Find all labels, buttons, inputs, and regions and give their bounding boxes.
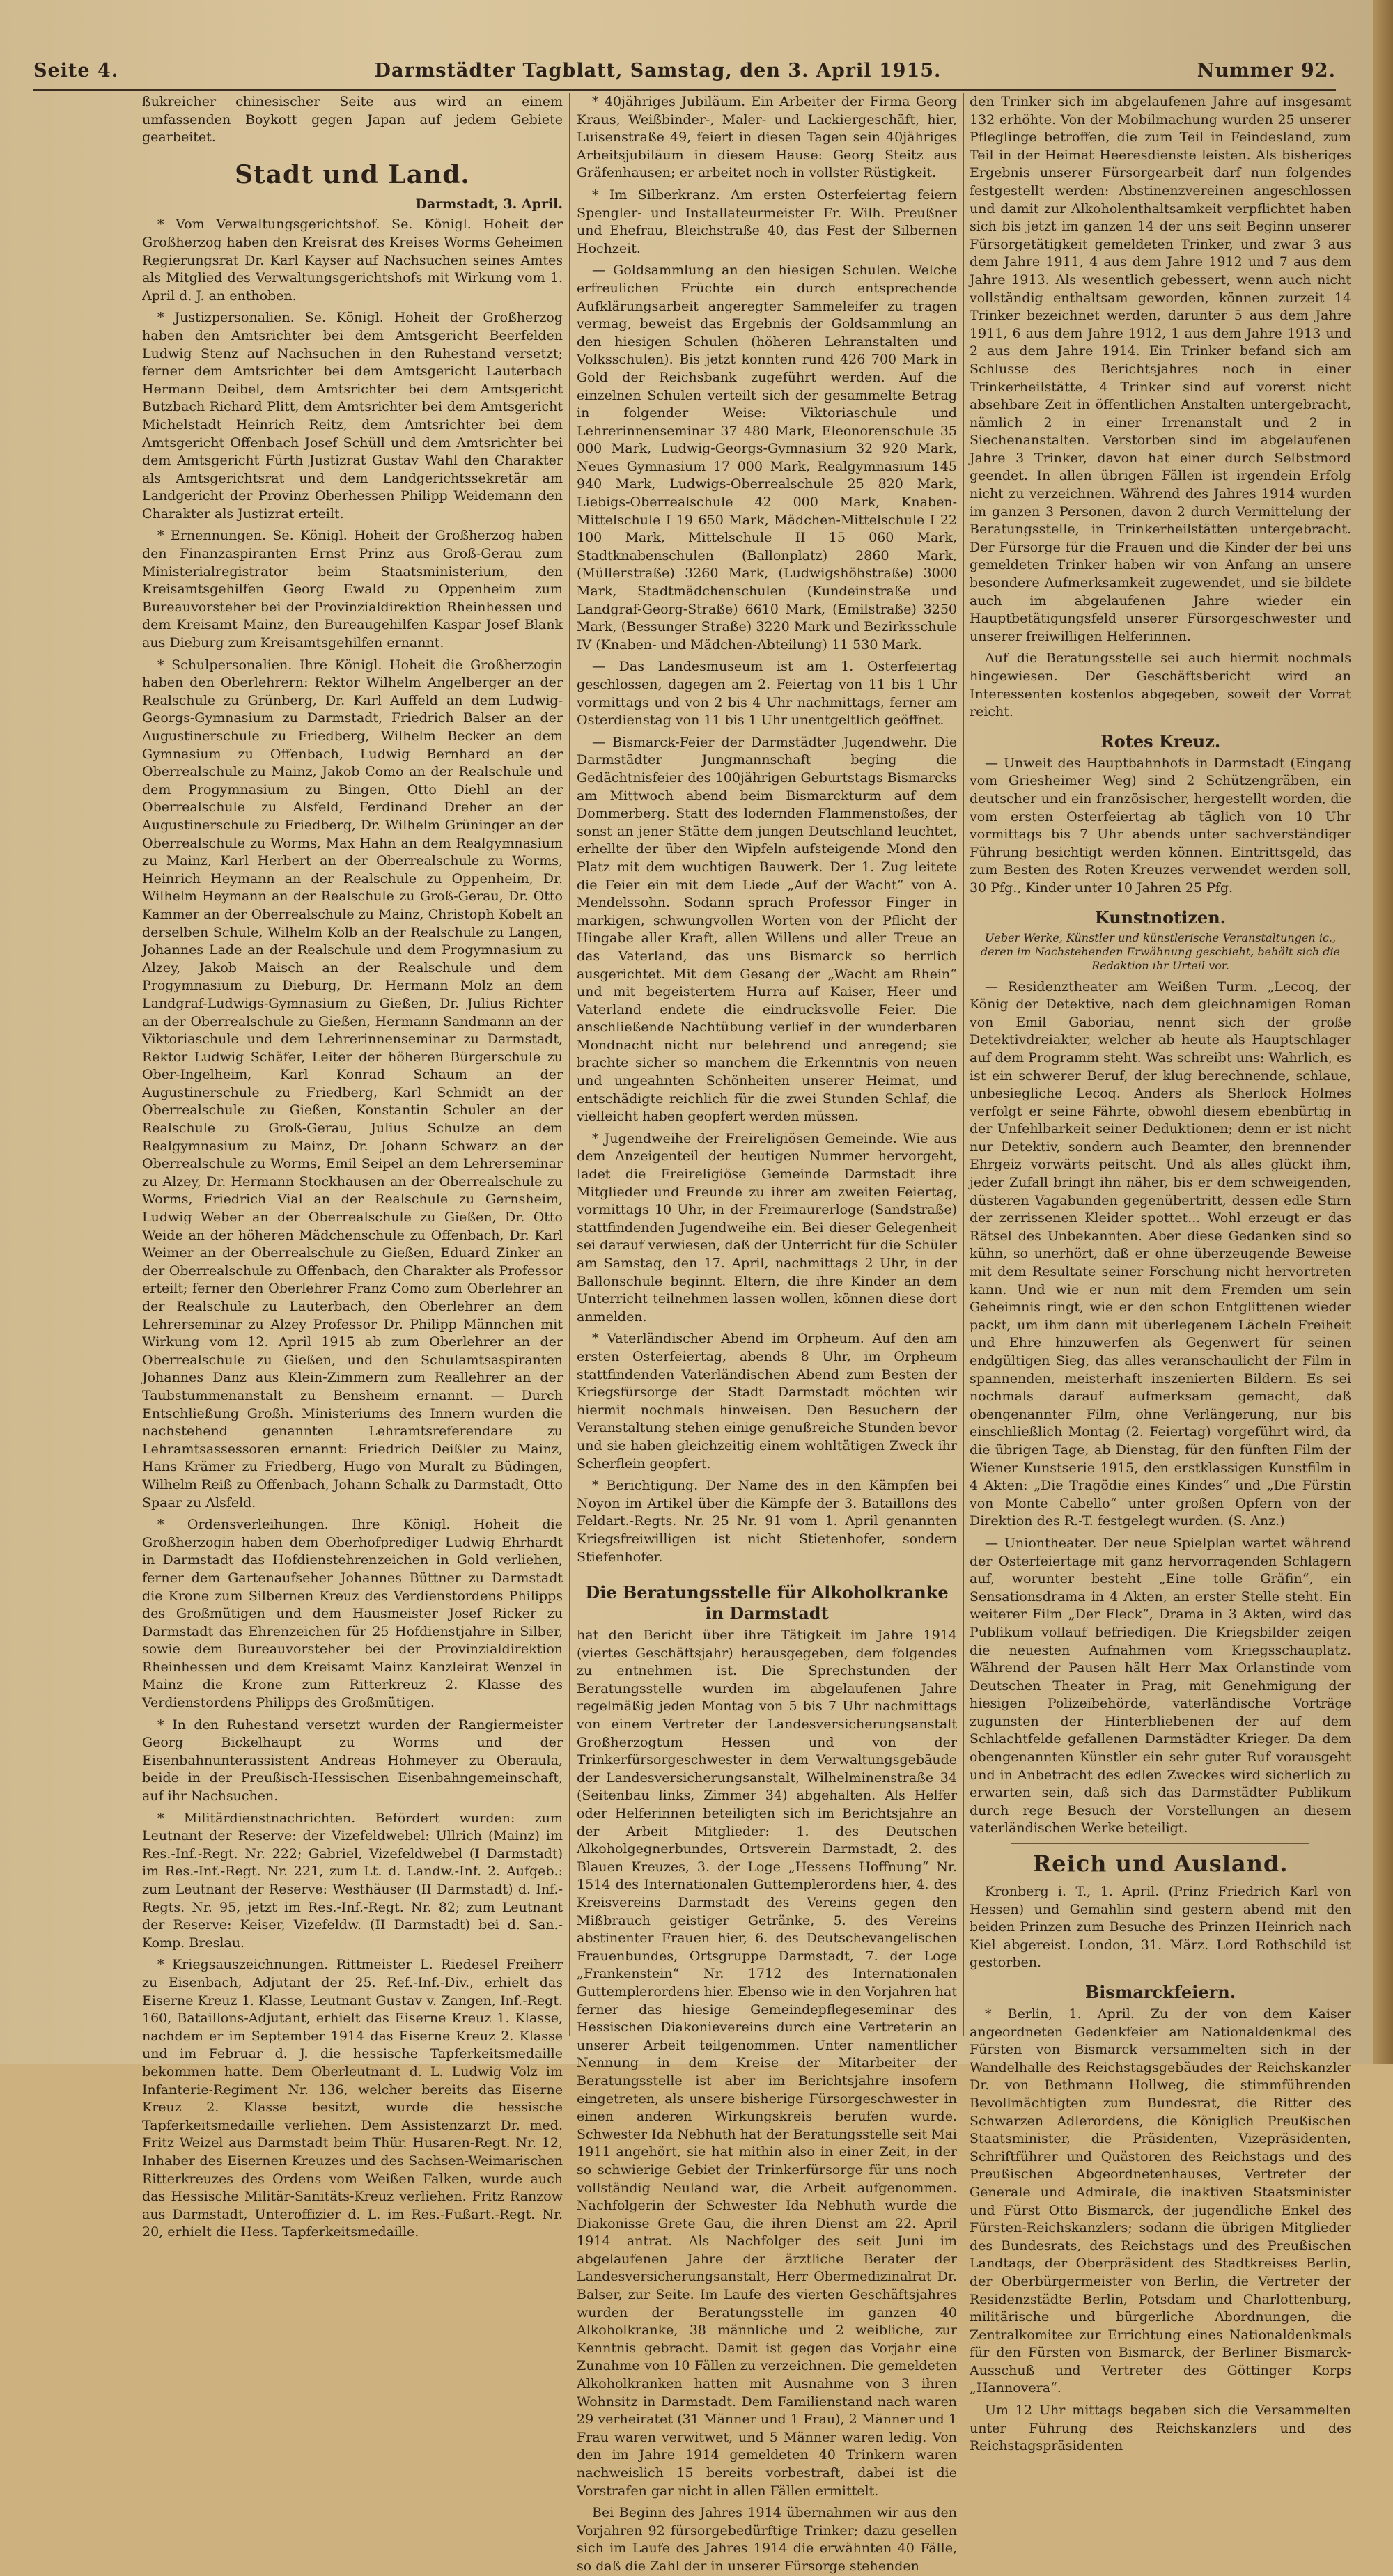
column-1 <box>142 93 563 2240</box>
section-title-beratungsstelle: Die Beratungsstelle für Alkoholkranke in Darmstadt <box>585 1582 949 1624</box>
article-paragraph: — Residenztheater am Weißen Turm. „Lecoq, der König der Detektive, nach dem gleichnamigen Roman von Emil Gaboriau, nennt sich der große Detektivdreiakter, welcher ab heute als Hauptschlager auf dem Programm steht. Was schreibt uns: Wahrlich, es ist ein schwerer Beruf, der klug berechnende, schlaue, unbesiegliche Lecoq. Anders als Sherlock Holmes verfolgt er seine Fährte, obwohl diesem ebenbürtig in der Unfehlbarkeit seiner Deduktionen; denn er ist nicht nur Detektiv, sondern auch Beamter, den brennender Ehrgeiz vorwärts peitscht. Und als alles glückt ihm, jeder Zufall bringt ihn näher, bis er dem schweigenden, düsteren Vagabunden gegenübertritt, dessen edle Stirn der zerrissenen Kleider spottet... Wohl erzeugt er das Rätsel des Unbekannten. Aber diese Gedanken sind so kühn, so unerhört, daß er ohne überzeugende Beweise mit dem Resultate seiner Forschung nicht hervortreten kann. Und wie er nun mit dem Fremden um sein Geheimnis ringt, wie er den schon Entglittenen wieder packt, um ihm dann mit überlegenem Lächeln Freiheit und Ehre hinzuwerfen als Gegenwert für seinen endgültigen Sieg, das alles veranschaulicht der Film in spannenden, meisterhaft inszenierten Bildern. Es sei nochmals darauf aufmerksam gemacht, daß obengenannter Film, ohne Verlängerung, nur bis einschließlich Montag (2. Feiertag) vorgeführt wird, da die übrigen Tage, ab Dienstag, für den fünften Film der Wiener Kunstserie 1915, den erstklassigen Kunstfilm in 4 Akten: „Die Tragödie eines Kindes“ und „Die Fürstin von Monte Cabello“ unter großen Opfern von der Direktion des R.-T. festgelegt wurden. (S. Anz.) <box>970 978 1351 1529</box>
article-paragraph: * Justizpersonalien. Se. Königl. Hoheit der Großherzog haben den Amtsrichter bei dem Amtsgericht Beerfelden Ludwig Stenz auf Nachsuchen in den Ruhestand versetzt; ferner dem Amtsrichter bei dem Amtsgericht Lauterbach Hermann Deibel, dem Amtsrichter bei dem Amtsgericht Butzbach Richard Plitt, dem Amtsrichter bei dem Amtsgericht Michelstadt Heinrich Reitz, dem Amtsrichter bei dem Amtsgericht Offenbach Josef Schüll und dem Amtsrichter bei dem Amtsgericht Fürth Justizrat Gustav Wahl den Charakter als Amtsgerichtsrat und dem Landgerichtssekretär am Landgericht der Provinz Oberhessen Philipp Weidemann den Charakter als Justizrat erteilt. <box>142 310 563 522</box>
article-paragraph: * Im Silberkranz. Am ersten Osterfeiertag feiern Spengler- und Installateurmeister Fr. Wilh. Preußner und Ehefrau, Bleichstraße 40, das Fest der Silbernen Hochzeit. <box>577 187 957 256</box>
column-rule <box>569 93 570 2036</box>
section-title-kunstnotizen: Kunstnotizen. <box>1094 907 1227 928</box>
column-2 <box>577 93 957 2574</box>
article-paragraph: Um 12 Uhr mittags begaben sich die Versammelten unter Führung des Reichskanzlers und des Reichstagspräsidenten <box>970 2403 1351 2454</box>
article-paragraph: * Militärdienstnachrichten. Befördert wurden: zum Leutnant der Reserve: der Vizefeldwebel: Ullrich (Mainz) im Res.-Inf.-Regt. Nr. 222; Gabriel, Vizefeldwebel (I Darmstadt) im Res.-Inf.-Regt. Nr. 221, zum Lt. d. Landw.-Inf. 2. Aufgeb.: zum Leutnant der Reserve: Westhäuser (II Darmstadt) d. Inf.-Regts. Nr. 95, jetzt im Res.-Inf.-Regt. Nr. 82; zum Leutnant der Reserve: Keiser, Vizefeldw. (II Darmstadt) bei d. San.-Komp. Breslau. <box>142 1810 563 1951</box>
header-rule <box>33 89 1336 91</box>
article-paragraph: — Goldsammlung an den hiesigen Schulen. Welche erfreulichen Früchte ein durch entsprechende Aufklärungsarbeit angeregter Sammeleifer zu tragen vermag, beweist das Ergebnis der Goldsammlung an den hiesigen Schulen (höheren Lehranstalten und Volksschulen). Bis jetzt konnten rund 426 700 Mark in Gold der Reichsbank zugeführt werden. Auf die einzelnen Schulen verteilt sich der gesammelte Betrag in folgender Weise: Viktoriaschule und Lehrerinnenseminar 37 480 Mark, Eleonorenschule 35 000 Mark, Ludwig-Georgs-Gymnasium 32 920 Mark, Neues Gymnasium 17 000 Mark, Realgymnasium 145 940 Mark, Ludwigs-Oberrealschule 25 820 Mark, Liebigs-Oberrealschule 42 000 Mark, Knaben-Mittelschule I 19 650 Mark, Mädchen-Mittelschule I 22 100 Mark, Mittelschule II 15 060 Mark, Stadtknabenschulen (Ballonplatz) 2860 Mark, (Müllerstraße) 3260 Mark, (Ludwigshöhstraße) 3000 Mark, Stadtmädchenschulen (Kundeinstraße und Landgraf-Georg-Straße) 6610 Mark, (Emilstraße) 3250 Mark, (Bessunger Straße) 3220 Mark und Bezirksschule IV (Knaben- und Mädchen-Abteilung) 11 530 Mark. <box>577 263 957 653</box>
article-paragraph: Auf die Beratungsstelle sei auch hiermit nochmals hingewiesen. Der Geschäftsbericht wird an Interessenten kostenlos abgegeben, soweit der Vorrat reicht. <box>970 650 1351 720</box>
article-paragraph: — Unweit des Hauptbahnhofs in Darmstadt (Eingang vom Griesheimer Weg) sind 2 Schützengräben, ein deutscher und ein französischer, hergestellt worden, die vom ersten Osterfeiertag ab täglich von 10 Uhr vormittags bis 7 Uhr abends unter sachverständiger Führung besichtigt werden können. Eintrittsgeld, das zum Besten des Roten Kreuzes verwendet werden soll, 30 Pfg., Kinder unter 10 Jahren 25 Pfg. <box>970 755 1351 896</box>
section-title-rotes-kreuz: Rotes Kreuz. <box>1100 731 1221 751</box>
section-title-stadt-und-land: Stadt und Land. <box>235 159 470 189</box>
page-edge <box>1373 0 1393 2064</box>
article-paragraph: * Jugendweihe der Freireligiösen Gemeinde. Wie aus dem Anzeigenteil der heutigen Nummer hervorgeht, ladet die Freireligiöse Gemeinde Darmstadt ihre Mitglieder und Freunde zu ihrer am zweiten Feiertag, vormittags 10 Uhr, in der Freimaurerloge (Sandstraße) stattfindenden Jugendweihe ein. Bei dieser Gelegenheit sei darauf verwiesen, daß der Unterricht für die Schüler am Samstag, den 17. April, nachmittags 2 Uhr, in der Ballonschule beginnt. Eltern, die ihre Kinder an dem Unterricht teilnehmen lassen wollen, können diese dort anmelden. <box>577 1130 957 1325</box>
article-paragraph: * Vom Verwaltungsgerichtshof. Se. Königl. Hoheit der Großherzog haben den Kreisrat des Kreises Worms Geheimen Regierungsrat Dr. Karl Kayser auf Nachsuchen seines Amtes als Mitglied des Verwaltungsgerichtshofs mit Wirkung vom 1. April d. J. an enthoben. <box>142 217 563 304</box>
article-paragraph: Kronberg i. T., 1. April. (Prinz Friedrich Karl von Hessen) und Gemahlin sind gestern abend mit den beiden Prinzen zum Besuche des Prinzen Heinrich nach Kiel abgereist. London, 31. März. Lord Rothschild ist gestorben. <box>970 1884 1351 1971</box>
article-paragraph: * Ernennungen. Se. Königl. Hoheit der Großherzog haben den Finanzaspiranten Ernst Prinz aus Groß-Gerau zum Ministerialregistrator beim Staatsministerium, den Kreisamtsgehilfen Georg Ewald zu Oppenheim zum Bureauvorsteher bei der Provinzialdirektion Rheinhessen und dem Kreisamt Mainz, den Bureaugehilfen Kaspar Josef Blank aus Dieburg zum Kreisamtsgehilfen ernannt. <box>142 528 563 651</box>
article-paragraph: hat den Bericht über ihre Tätigkeit im Jahre 1914 (viertes Geschäftsjahr) herausgegeben, dem folgendes zu entnehmen ist. Die Sprechstunden der Beratungsstelle wurden im abgelaufenen Jahre regelmäßig jeden Montag von 5 bis 7 Uhr nachmittags von einem Vertreter der Landesversicherungsanstalt Großherzogtum Hessen und von der Trinkerfürsorgeschwester in dem Verwaltungsgebäude der Landesversicherungsanstalt, Wilhelminenstraße 34 (Seitenbau links, Zimmer 34) abgehalten. Als Helfer oder Helferinnen beteiligten sich im Berichtsjahre an der Arbeit Mitglieder: 1. des Deutschen Alkoholgegnerbundes, Ortsverein Darmstadt, 2. des Blauen Kreuzes, 3. der Loge „Hessens Hoffnung“ Nr. 1514 des Internationalen Guttemplerordens hier, 4. des Kreisvereins Darmstadt des Vereins gegen den Mißbrauch geistiger Getränke, 5. des Vereins abstinenter Frauen hier, 6. des Deutschevangelischen Frauenbundes, Ortsgruppe Darmstadt, 7. der Loge „Frankenstein“ Nr. 1712 des Internationalen Guttemplerordens hier. Ebenso wie in den Vorjahren hat ferner das hiesige Gemeindepflegeseminar des Hessischen Diakonievereins durch eine Vertreterin an unserer Arbeit teilgenommen. Unter namentlicher Nennung in dem Kreise der Mitarbeiter der Beratungsstelle ist aber im Berichtsjahre insofern eingetreten, als unsere bisherige Fürsorgeschwester in einen anderen Wirkungskreis berufen wurde. Schwester Ida Nebhuth hat der Beratungsstelle seit Mai 1911 angehört, sie hat mithin also in einer Zeit, in der so schwierige Gebiet der Trinkerfürsorge für uns noch vollständig Neuland war, die Arbeit aufgenommen. Nachfolgerin der Schwester Ida Nebhuth wurde die Diakonisse Grete Gau, die ihren Dienst am 22. April 1914 antrat. Als Nachfolger des seit Juni im abgelaufenen Jahre der ärztliche Berater der Landesversicherungsanstalt, Herr Obermedizinalrat Dr. Balser, zur Seite. Im Laufe des vierten Geschäftsjahres wurden der Beratungsstelle im ganzen 40 Alkoholkranke, 38 männliche und 2 weibliche, zur Kenntnis gebracht. Damit ist gegen das Vorjahr eine Zunahme von 10 Fällen zu verzeichnen. Die gemeldeten Alkoholkranken hatten mit Ausnahme von 3 ihren Wohnsitz in Darmstadt. Dem Familienstand nach waren 29 verheiratet (31 Männer und 1 Frau), 2 Männer und 1 Frau waren verwitwet, und 5 Männer waren ledig. Von den im Jahre 1914 gemeldeten 40 Trinkern waren nachweislich 15 bereits vorbestraft, dabei ist die Vorstrafen gar nicht in allen Fällen ermittelt. <box>577 1627 957 2499</box>
article-paragraph: * In den Ruhestand versetzt wurden der Rangiermeister Georg Bickelhaupt zu Worms und der Eisenbahnunterassistent Andreas Hohmeyer zu Oberaula, beide in der Preußisch-Hessischen Eisenbahngemeinschaft, auf ihr Nachsuchen. <box>142 1717 563 1804</box>
article-continuation: ßukreicher chinesischer Seite aus wird an einem umfassenden Boykott gegen Japan auf jedem Gebiete gearbeitet. <box>142 94 563 146</box>
article-paragraph: * Berichtigung. Der Name des in den Kämpfen bei Noyon im Artikel über die Kämpfe der 3. Bataillons des Feldart.-Regts. Nr. 25 Nr. 91 vom 1. April genannten Kriegsfreiwilligen ist nicht Stietenhofer, sondern Stiefenhofer. <box>577 1478 957 1565</box>
article-paragraph: * Berlin, 1. April. Zu der von dem Kaiser angeordneten Gedenkfeier am Nationaldenkmal des Fürsten von Bismarck versammelten sich in der Wandelhalle des Reichstagsgebäudes der Reichskanzler Dr. von Bethmann Hollweg, die stimmführenden Bevollmächtigten zum Bundesrat, die Ritter des Schwarzen Adlerordens, die Königlich Preußischen Staatsminister, die Präsidenten, Vizepräsidenten, Schriftführer und Quästoren des Reichstags und des Preußischen Abgeordnetenhauses, Vertreter der Generale und Admirale, die inaktiven Staatsminister und Fürst Otto Bismarck, der jugendliche Enkel des Fürsten-Reichskanzlers; sodann die übrigen Mitglieder des Bundesrats, des Reichstags und des Preußischen Landtags, der Oberpräsident des Stadtkreises Berlin, der Oberbürgermeister von Berlin, die Vertreter der Residenzstädte Berlin, Potsdam und Charlottenburg, militärische und bürgerliche Abordnungen, die Zentralkomitee zur Errichtung eines Nationaldenkmals für den Fürsten von Bismarck, der Berliner Bismarck-Ausschuß und Vertreter des Göttinger Korps „Hannovera“. <box>970 2006 1351 2396</box>
article-paragraph: Bei Beginn des Jahres 1914 übernahmen wir aus den Vorjahren 92 fürsorgebedürftige Trinker; dazu gesellen sich im Laufe des Jahres 1914 die erwähnten 40 Fälle, so daß die Zahl der in unserer Fürsorge stehenden <box>577 2505 957 2574</box>
issue-number: Nummer 92. <box>1197 59 1336 81</box>
section-title-reich-und-ausland: Reich und Ausland. <box>1032 1850 1289 1878</box>
article-paragraph: * Vaterländischer Abend im Orpheum. Auf den am ersten Osterfeiertag, abends 8 Uhr, im Orpheum stattfindenden Vaterländischen Abend zum Besten der Kriegsfürsorge der Stadt Darmstadt möchten wir hiermit nochmals hinweisen. Den Besuchern der Veranstaltung stehen einige genußreiche Stunden bevor und sie haben gleichzeitig einem wohltätigen Zweck ihr Scherflein geopfert. <box>577 1331 957 1472</box>
page-number: Seite 4. <box>33 59 119 81</box>
article-paragraph: * Ordensverleihungen. Ihre Königl. Hoheit die Großherzogin haben dem Oberhofprediger Ludwig Ehrhardt in Darmstadt das Hofdienstehrenzeichen in Gold verliehen, ferner dem Gartenaufseher Johannes Büttner zu Darmstadt die Krone zum Silbernen Kreuz des Verdienstordens Philipps des Großmütigen und dem Hausmeister Josef Ricker zu Darmstadt das Ehrenzeichen für 25 Hofdienstjahre in Silber, sowie dem Bureauvorsteher bei der Provinzialdirektion Rheinhessen und dem Kreisamt Mainz Kanzleirat Wenzel in Mainz die Krone zum Ritterkreuz 2. Klasse des Verdienstordens Philipps des Großmütigen. <box>142 1517 563 1711</box>
section-separator <box>1011 1843 1309 1844</box>
page-header <box>33 54 1336 86</box>
section-title-bismarckfeiern: Bismarckfeiern. <box>1084 1982 1236 2002</box>
article-paragraph: den Trinker sich im abgelaufenen Jahre auf insgesamt 132 erhöhte. Von der Mobilmachung wurden 25 unserer Pfleglinge betroffen, die zum Teil in Feindesland, zum Teil in der Heimat Heeresdienste leisten. Als bisheriges Ergebnis unserer Fürsorgearbeit darf nun folgendes festgestellt werden: Abstinenzvereinen angeschlossen und damit zur Alkoholenthaltsamkeit verpflichtet haben sich bis jetzt im ganzen 14 der uns seit Beginn unserer Fürsorgetätigkeit gemeldeten Trinker, und zwar 3 aus dem Jahre 1911, 4 aus dem Jahre 1912 und 7 aus dem Jahre 1913. Als wesentlich gebessert, wenn auch nicht vollständig enthaltsam geworden, können zurzeit 14 Trinker bezeichnet werden, darunter 5 aus dem Jahre 1911, 6 aus dem Jahre 1912, 1 aus dem Jahre 1913 und 2 aus dem Jahre 1914. Ein Trinker befand sich am Schlusse des Berichtsjahres noch in einer Trinkerheilstätte, 4 Trinker sind auf vorerst nicht absehbare Zeit in öffentlichen Anstalten untergebracht, nämlich 2 in einer Irrenanstalt und 2 in Siechenanstalten. Verstorben sind im abgelaufenen Jahre 3 Trinker, davon hat einer durch Selbstmord geendet. In allen übrigen Fällen ist irgendein Erfolg nicht zu verzeichnen. Während des Jahres 1914 wurden im ganzen 3 Personen, davon 2 durch Vermittelung der Beratungsstelle, in Trinkerheilstätten untergebracht. Der Fürsorge für die Frauen und die Kinder der bei uns gemeldeten Trinker haben wir von Anfang an unsere besondere Aufmerksamkeit zugewendet, und sie bildete auch im abgelaufenen Jahre wieder ein Hauptbetätigungsfeld unserer Fürsorgeschwester und unserer freiwilligen Helferinnen. <box>970 94 1351 644</box>
masthead-title: Darmstädter Tagblatt, Samstag, den 3. April 1915. <box>374 59 942 81</box>
column-3 <box>970 93 1351 2454</box>
article-paragraph: — Uniontheater. Der neue Spielplan wartet während der Osterfeiertage mit ganz hervorragenden Schlagern auf, worunter besteht „Eine tolle Gräfin“, ein Sensationsdrama in 4 Akten, an erster Stelle steht. Ein weiterer Film „Der Fleck“, Drama in 3 Akten, wird das Publikum vollauf befriedigen. Die Kriegsbilder zeigen die neuesten Aufnahmen vom Kriegsschauplatz. Während der Pausen hält Herr Max Orlanstinde vom Deutschen Theater in Prag, mit Genehmigung der hiesigen Polizeibehörde, vaterländische Vorträge zugunsten der Hinterbliebenen der auf dem Schlachtfelde gefallenen Darmstädter Krieger. Da dem obengenannten Künstler ein sehr guter Ruf vorausgeht und in Anbetracht des edlen Zweckes wird sicherlich zu erwarten sein, daß sich das Darmstädter Publikum durch rege Besuch der Vorstellungen an diesem vaterländischen Werke beteiligt. <box>970 1535 1351 1836</box>
article-paragraph: * Schulpersonalien. Ihre Königl. Hoheit die Großherzogin haben den Oberlehrern: Rektor Wilhelm Angelberger an der Realschule zu Grünberg, Dr. Karl Auffeld an dem Ludwig-Georgs-Gymnasium zu Darmstadt, Friedrich Balser an der Augustinerschule zu Friedberg, Wilhelm Becker an dem Gymnasium zu Offenbach, Ludwig Bernhard an der Oberrealschule zu Mainz, Jakob Como an der Realschule und dem Progymnasium zu Bingen, Otto Diehl an der Oberrealschule zu Alsfeld, Ferdinand Dreher an der Augustinerschule zu Friedberg, Dr. Wilhelm Grüninger an der Oberrealschule zu Worms, Max Hahn an dem Realgymnasium zu Mainz, Karl Herbert an der Oberrealschule zu Worms, Heinrich Heymann an der Realschule zu Oppenheim, Dr. Wilhelm Heymann an der Realschule zu Groß-Gerau, Dr. Otto Kammer an der Oberrealschule zu Mainz, Christoph Kobelt an derselben Schule, Wilhelm Kolb an der Realschule zu Langen, Johannes Lade an der Realschule und dem Progymnasium zu Alzey, Jakob Maisch an der Realschule und dem Progymnasium zu Dieburg, Dr. Hermann Molz an dem Landgraf-Ludwigs-Gymnasium zu Gießen, Dr. Julius Richter an der Oberrealschule zu Gießen, Hermann Sandmann an der Viktoriaschule und dem Lehrerinnenseminar zu Darmstadt, Rektor Ludwig Schäfer, Leiter der höheren Bürgerschule zu Ober-Ingelheim, Karl Konrad Schaum an der Augustinerschule zu Friedberg, Karl Schmidt an der Oberrealschule zu Gießen, Konstantin Schuler an der Realschule zu Groß-Gerau, Julius Schulze an dem Realgymnasium zu Mainz, Dr. Johann Schwarz an der Oberrealschule zu Worms, Emil Seipel an dem Lehrerseminar zu Alzey, Dr. Hermann Stockhausen an der Oberrealschule zu Worms, Friedrich Vial an der Realschule zu Gernsheim, Ludwig Weber an der Oberrealschule zu Gießen, Dr. Otto Weide an der höheren Mädchenschule zu Offenbach, Dr. Karl Weimer an der Oberrealschule zu Gießen, Eduard Zinker an der Oberrealschule zu Offenbach, den Charakter als Professor erteilt; ferner den Oberlehrer Franz Como zum Oberlehrer an der Realschule zu Lauterbach, den Oberlehrer an dem Lehrerseminar zu Alzey Professor Dr. Philipp Männchen mit Wirkung vom 12. April 1915 ab zum Oberlehrer an der Oberrealschule zu Gießen, und den Schulamtsaspiranten Johannes Danz aus Klein-Zimmern zum Reallehrer an der Taubstummenanstalt zu Bensheim ernannt. — Durch Entschließung Großh. Ministeriums des Innern wurden die nachstehend genannten Lehramtsreferendare zu Lehramtsassessoren ernannt: Friedrich Deißler zu Mainz, Hans Krämer zu Friedberg, Hugo von Muralt zu Büdingen, Wilhelm Reiß zu Offenbach, Johann Schalk zu Darmstadt, Otto Spaar zu Alsfeld. <box>142 657 563 1511</box>
article-paragraph: — Bismarck-Feier der Darmstädter Jugendwehr. Die Darmstädter Jungmannschaft beging die Gedächtnisfeier des 100jährigen Geburtstags Bismarcks am Mittwoch abend beim Bismarckturm auf dem Dommerberg. Statt des lodernden Flammenstoßes, der sonst an jener Stätte dem jungen Deutschland leuchtet, erhellte der über den Wipfeln aufsteigende Mond den Platz mit dem wuchtigen Bauwerk. Der 1. Zug leitete die Feier ein mit dem Liede „Auf der Wacht“ von A. Mendelssohn. Sodann sprach Professor Finger in markigen, schwungvollen Worten von der Pflicht der Hingabe aller Kraft, allen Willens und aller Treue an das Vaterland, das uns Bismarck so herrlich ausgerichtet. Mit dem Gesang der „Wacht am Rhein“ und mit begeistertem Hurra auf Kaiser, Heer und Vaterland endete die eindrucksvolle Feier. Die anschließende Nachtübung verlief in der wunderbaren Mondnacht nicht nur belehrend und anregend; sie brachte sicher so manchem die Erkenntnis von neuen und ungeahnten Schönheiten unserer Heimat, und entschädigte reichlich für die zwei Stunden Schlaf, die vielleicht haben geopfert werden müssen. <box>577 734 957 1125</box>
article-paragraph: — Das Landesmuseum ist am 1. Osterfeiertag geschlossen, dagegen am 2. Feiertag von 11 bis 1 Uhr vormittags und von 2 bis 4 Uhr nachmittags, ferner am Osterdienstag von 11 bis 1 Uhr unentgeltlich geöffnet. <box>577 659 957 728</box>
column-rule <box>963 93 964 2036</box>
article-paragraph: * 40jähriges Jubiläum. Ein Arbeiter der Firma Georg Kraus, Weißbinder-, Maler- und Lackiergeschäft, hier, Luisenstraße 49, feiert in diesen Tagen sein 40jähriges Arbeitsjubiläum in diesem Hause: Georg Steitz aus Gräfenhausen; er arbeitet noch in vollster Rüstigkeit. <box>577 94 957 181</box>
article-paragraph: * Kriegsauszeichnungen. Rittmeister L. Riedesel Freiherr zu Eisenbach, Adjutant der 25. Ref.-Inf.-Div., erhielt das Eiserne Kreuz 1. Klasse, Leutnant Gustav v. Zangen, Inf.-Regt. 160, Bataillons-Adjutant, erhielt das Eiserne Kreuz 1. Klasse, nachdem er im September 1914 das Eiserne Kreuz 2. Klasse und im Februar d. J. die hessische Tapferkeitsmedaille bekommen hatte. Dem Oberleutnant d. L. Ludwig Volz im Infanterie-Regiment Nr. 136, welcher bereits das Eiserne Kreuz 2. Klasse besitzt, wurde die hessische Tapferkeitsmedaille verliehen. Dem Assistenzarzt Dr. med. Fritz Weizel aus Darmstadt beim Thür. Husaren-Regt. Nr. 12, Inhaber des Eisernen Kreuzes und des Sachsen-Weimarischen Ritterkreuzes des Ordens vom Weißen Falken, wurde auch das Hessische Militär-Sanitäts-Kreuz verliehen. Fritz Ranzow aus Darmstadt, Unteroffizier d. L. im Res.-Fußart.-Regt. Nr. 20, erhielt die Hess. Tapferkeitsmedaille. <box>142 1957 563 2240</box>
section-note: Ueber Werke, Künstler und künstlerische Veranstaltungen ic., deren im Nachstehenden Erwähnung geschieht, behält sich die Redaktion ihr Urteil vor. <box>980 930 1341 972</box>
dateline: Darmstadt, 3. April. <box>415 196 563 212</box>
